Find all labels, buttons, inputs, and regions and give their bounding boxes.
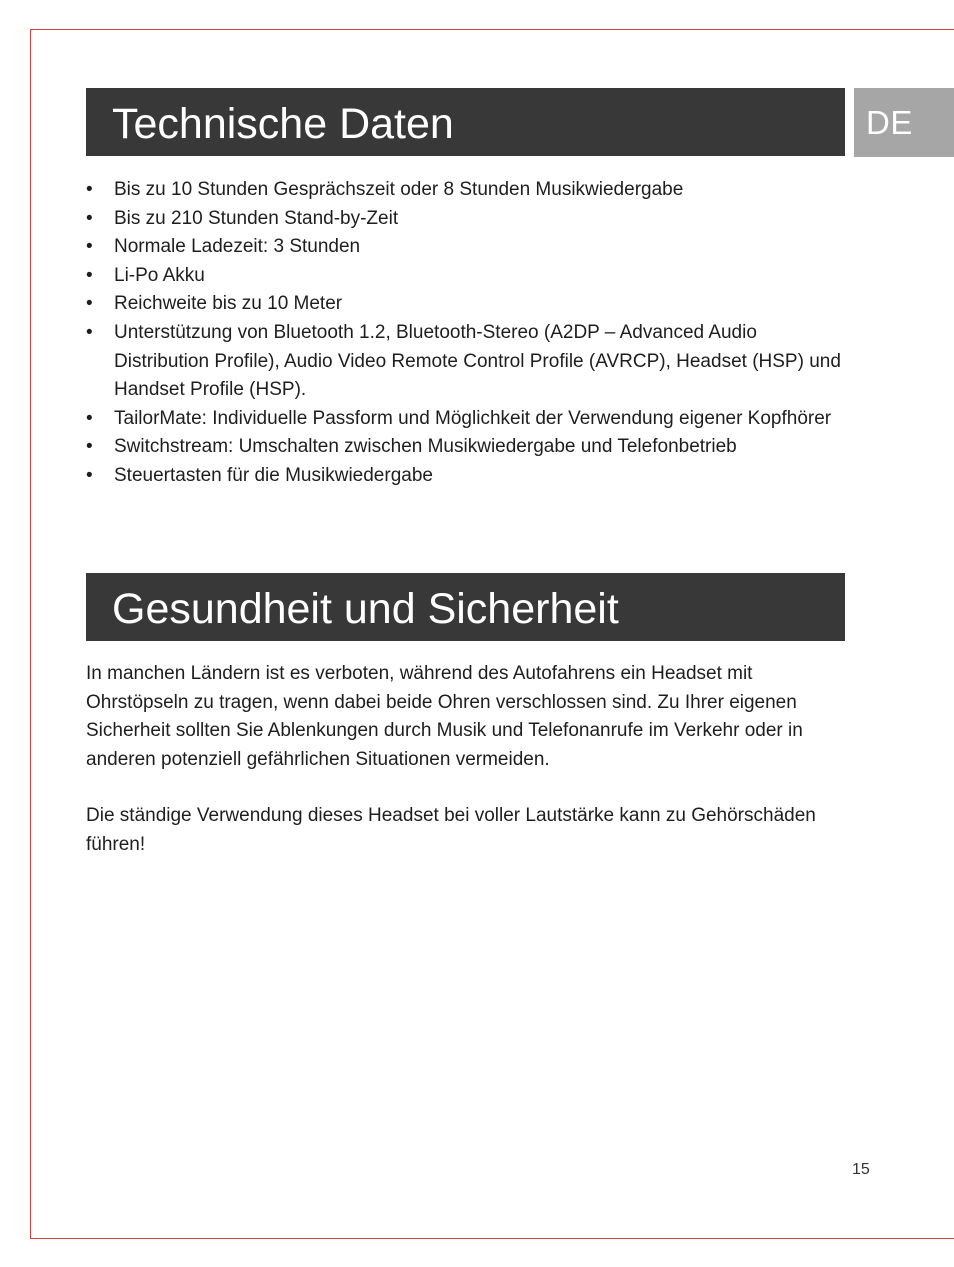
spec-item: • Bis zu 210 Stunden Stand-by-Zeit [86,205,846,234]
spec-item: • Li-Po Akku [86,262,846,291]
bullet-icon: • [86,293,93,315]
safety-warning-paragraph: Die ständige Verwendung dieses Headset bei voller Lautstärke kann zu Gehörschäden führen! [86,805,816,855]
spec-item: • Unterstützung von Bluetooth 1.2, Bluetooth-Stereo (A2DP – Advanced Audio Distribution Profile), Audio Video Remote Control Profile (AVRCP), Headset (HSP) und Handset Profile (HSP). [86,319,846,405]
section-title-health-safety: Gesundheit und Sicherheit [86,573,845,641]
safety-paragraph: In manchen Ländern ist es verboten, während des Autofahrens ein Headset mit Ohrstöpseln zu tragen, wenn dabei beide Ohren verschlossen sind. Zu Ihrer eigenen Sicherheit sollten Sie Ablenkungen durch Musik und Telefonanrufe im Verkehr oder in anderen potenziell gefährlichen Situationen vermeiden. [86,663,803,770]
bullet-icon: • [86,407,93,429]
spec-item: • Steuertasten für die Musikwiedergabe [86,462,846,491]
spec-item: • TailorMate: Individuelle Passform und Möglichkeit der Verwendung eigener Kopfhörer [86,405,846,434]
spec-item: • Reichweite bis zu 10 Meter [86,290,846,319]
spec-item: • Switchstream: Umschalten zwischen Musikwiedergabe und Telefonbetrieb [86,433,846,462]
spec-item: • Bis zu 10 Stunden Gesprächszeit oder 8 Stunden Musikwiedergabe [86,176,846,205]
bullet-icon: • [86,179,93,200]
page-number: 15 [852,1161,870,1178]
spec-item: • Normale Ladezeit: 3 Stunden [86,233,846,262]
bullet-icon: • [86,236,93,258]
bullet-icon: • [86,321,93,343]
language-tab: DE [854,88,954,157]
section-title-technical-data: Technische Daten [86,88,845,156]
spec-list [86,176,846,491]
bullet-icon: • [86,207,93,229]
bullet-icon: • [86,436,93,458]
bullet-icon: • [86,464,93,486]
bullet-icon: • [86,264,93,286]
